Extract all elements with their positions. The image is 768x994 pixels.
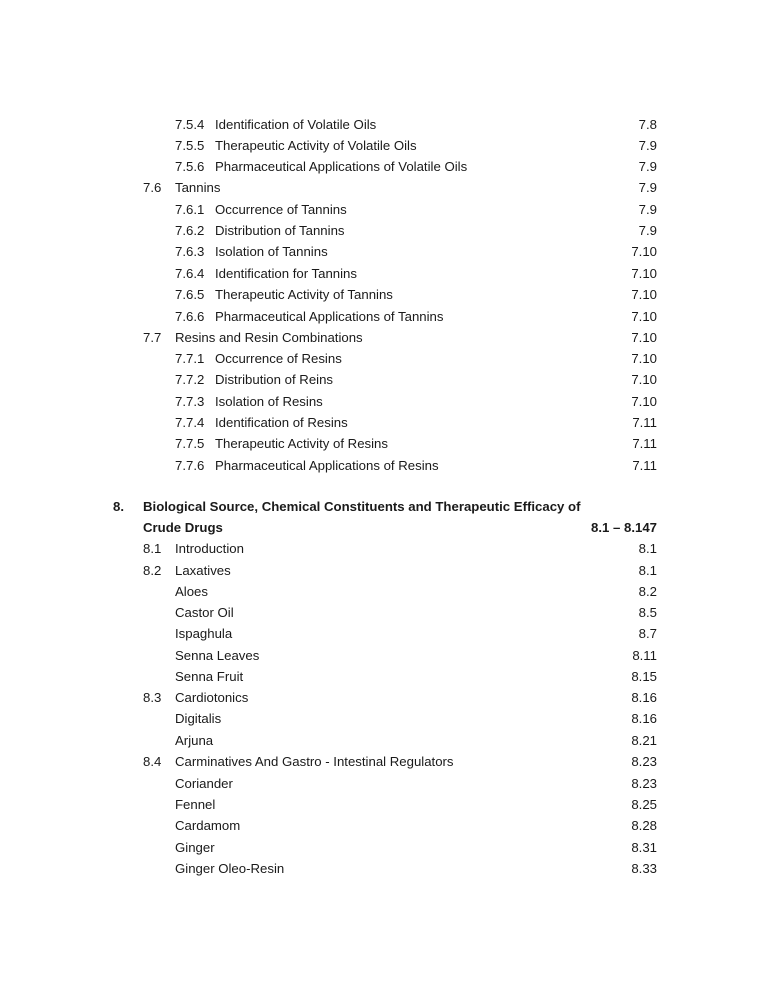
page-number: 7.9 — [638, 180, 657, 195]
chapter-heading — [0, 518, 768, 538]
section-title: Distribution of Reins — [215, 372, 334, 387]
toc-entry — [0, 731, 768, 751]
chapter-heading — [0, 497, 768, 517]
toc-entry — [0, 115, 768, 135]
section-title: Castor Oil — [175, 605, 234, 620]
section-number: 7.7.2 — [175, 372, 205, 387]
toc-entry — [0, 795, 768, 815]
page-number: 8.5 — [638, 605, 657, 620]
section-title: Isolation of Tannins — [215, 244, 328, 259]
section-title: Biological Source, Chemical Constituents and Therapeutic Efficacy of — [143, 499, 581, 514]
section-number: 7.7.1 — [175, 351, 205, 366]
section-number: 7.6.5 — [175, 287, 205, 302]
page-number: 8.28 — [631, 818, 657, 833]
section-number: 7.5.6 — [175, 159, 205, 174]
section-title: Aloes — [175, 584, 208, 599]
page-number: 7.9 — [638, 138, 657, 153]
toc-entry — [0, 370, 768, 390]
toc-entry — [0, 646, 768, 666]
section-title: Resins and Resin Combinations — [175, 330, 363, 345]
section-title: Cardamom — [175, 818, 241, 833]
section-number: 7.6.6 — [175, 309, 205, 324]
page-number: 7.9 — [638, 223, 657, 238]
section-number: 7.5.5 — [175, 138, 205, 153]
toc-entry — [0, 413, 768, 433]
section-title: Cardiotonics — [175, 690, 249, 705]
page-number: 8.31 — [631, 840, 657, 855]
toc-entry — [0, 816, 768, 836]
toc-entry — [0, 603, 768, 623]
section-number: 7.6 — [143, 180, 162, 195]
page-number: 8.16 — [631, 690, 657, 705]
toc-entry — [0, 838, 768, 858]
toc-entry — [0, 561, 768, 581]
section-number: 8.2 — [143, 563, 162, 578]
page-number: 8.16 — [631, 711, 657, 726]
page-number: 7.10 — [631, 309, 657, 324]
toc-entry — [0, 221, 768, 241]
toc-entry — [0, 242, 768, 262]
toc-entry — [0, 667, 768, 687]
section-title: Pharmaceutical Applications of Volatile Oils — [215, 159, 468, 174]
section-number: 8.4 — [143, 754, 162, 769]
toc-entry — [0, 157, 768, 177]
section-title: Identification for Tannins — [215, 266, 357, 281]
page-number: 7.10 — [631, 287, 657, 302]
section-title: Senna Leaves — [175, 648, 260, 663]
page-number: 7.10 — [631, 394, 657, 409]
section-title: Occurrence of Resins — [215, 351, 342, 366]
toc-entry — [0, 434, 768, 454]
section-number: 8. — [113, 499, 124, 514]
page-number: 7.10 — [631, 351, 657, 366]
toc-entry — [0, 624, 768, 644]
toc-entry — [0, 307, 768, 327]
toc-entry — [0, 136, 768, 156]
section-number: 8.3 — [143, 690, 162, 705]
section-title: Coriander — [175, 776, 233, 791]
page-number: 7.9 — [638, 159, 657, 174]
page-number: 8.7 — [638, 626, 657, 641]
page-number: 8.25 — [631, 797, 657, 812]
section-title: Tannins — [175, 180, 221, 195]
page-number: 8.33 — [631, 861, 657, 876]
toc-entry — [0, 328, 768, 348]
section-title: Identification of Resins — [215, 415, 348, 430]
page-number: 7.10 — [631, 330, 657, 345]
page-number: 8.1 – 8.147 — [591, 520, 657, 535]
page-number: 8.23 — [631, 776, 657, 791]
toc-entry — [0, 392, 768, 412]
section-title: Fennel — [175, 797, 216, 812]
section-title: Introduction — [175, 541, 244, 556]
toc-entry — [0, 752, 768, 772]
section-title: Crude Drugs — [143, 520, 223, 535]
toc-entry — [0, 859, 768, 879]
section-title: Ginger — [175, 840, 215, 855]
section-title: Ginger Oleo-Resin — [175, 861, 285, 876]
section-title: Identification of Volatile Oils — [215, 117, 377, 132]
section-title: Laxatives — [175, 563, 231, 578]
section-number: 8.1 — [143, 541, 162, 556]
section-title: Occurrence of Tannins — [215, 202, 347, 217]
section-number: 7.6.2 — [175, 223, 205, 238]
page-number: 8.23 — [631, 754, 657, 769]
toc-entry — [0, 456, 768, 476]
page-number: 7.11 — [632, 415, 657, 430]
page-number: 7.8 — [638, 117, 657, 132]
section-number: 7.7.3 — [175, 394, 205, 409]
section-title: Ispaghula — [175, 626, 233, 641]
section-title: Therapeutic Activity of Tannins — [215, 287, 393, 302]
section-title: Therapeutic Activity of Resins — [215, 436, 388, 451]
section-title: Senna Fruit — [175, 669, 244, 684]
toc-entry — [0, 774, 768, 794]
section-number: 7.6.4 — [175, 266, 205, 281]
page-number: 8.1 — [638, 541, 657, 556]
toc-entry — [0, 200, 768, 220]
toc-entry — [0, 688, 768, 708]
toc-entry — [0, 178, 768, 198]
page-number: 7.10 — [631, 244, 657, 259]
toc-entry — [0, 539, 768, 559]
page-number: 8.11 — [632, 648, 657, 663]
section-number: 7.7.6 — [175, 458, 205, 473]
toc-entry — [0, 264, 768, 284]
page-number: 8.1 — [638, 563, 657, 578]
toc-entry — [0, 349, 768, 369]
section-title: Isolation of Resins — [215, 394, 323, 409]
section-number: 7.6.3 — [175, 244, 205, 259]
toc-entry — [0, 285, 768, 305]
section-number: 7.7.5 — [175, 436, 205, 451]
section-number: 7.5.4 — [175, 117, 205, 132]
section-number: 7.6.1 — [175, 202, 205, 217]
page-number: 7.10 — [631, 266, 657, 281]
page-number: 8.15 — [631, 669, 657, 684]
section-title: Pharmaceutical Applications of Tannins — [215, 309, 444, 324]
section-number: 7.7 — [143, 330, 162, 345]
page-number: 7.11 — [632, 458, 657, 473]
page-number: 7.11 — [632, 436, 657, 451]
section-title: Pharmaceutical Applications of Resins — [215, 458, 439, 473]
page-number: 8.21 — [631, 733, 657, 748]
toc-entry — [0, 709, 768, 729]
section-title: Therapeutic Activity of Volatile Oils — [215, 138, 417, 153]
toc-entry — [0, 582, 768, 602]
page-number: 8.2 — [638, 584, 657, 599]
section-title: Distribution of Tannins — [215, 223, 345, 238]
section-title: Arjuna — [175, 733, 214, 748]
section-title: Carminatives And Gastro - Intestinal Regulators — [175, 754, 454, 769]
section-title: Digitalis — [175, 711, 222, 726]
page-number: 7.9 — [638, 202, 657, 217]
section-number: 7.7.4 — [175, 415, 205, 430]
page-number: 7.10 — [631, 372, 657, 387]
